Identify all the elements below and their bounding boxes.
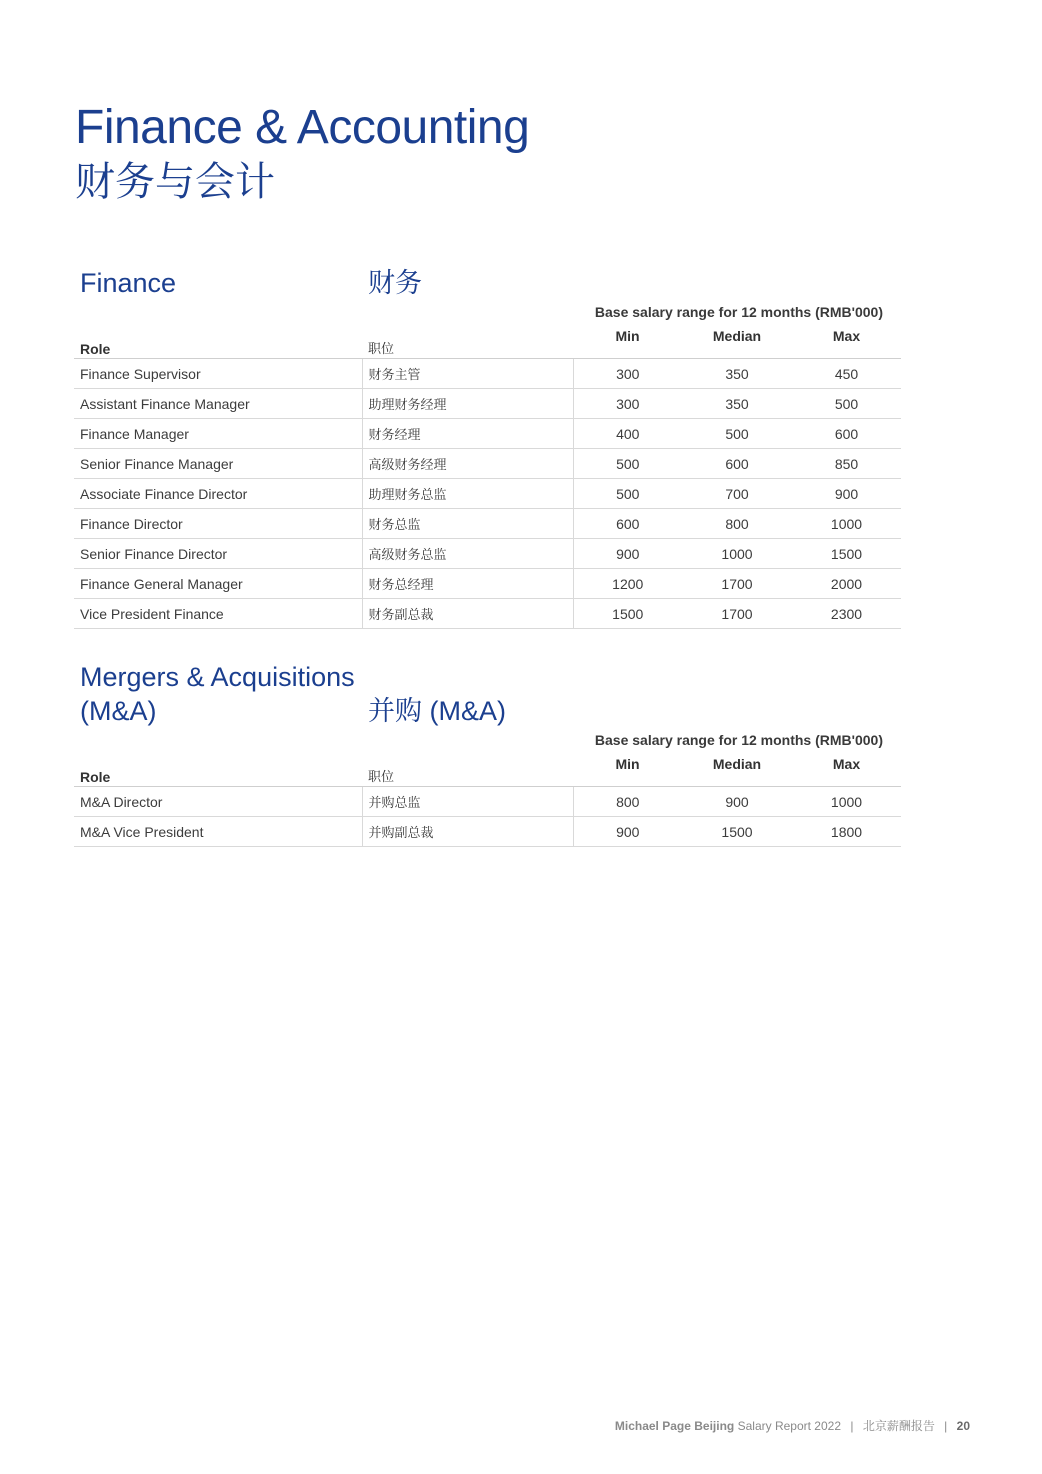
role-cell: Vice President Finance [74, 599, 362, 629]
table-row [74, 419, 901, 449]
min-cell: 900 [573, 539, 682, 569]
column-header-min: Min [573, 328, 682, 359]
table-header-row [74, 328, 901, 359]
median-cell: 1500 [682, 817, 792, 847]
finance-table-body [74, 359, 901, 629]
table-row [74, 569, 901, 599]
max-cell: 2000 [792, 569, 901, 599]
page-title [75, 100, 529, 208]
role-cell: Finance Supervisor [74, 359, 362, 389]
min-cell: 1500 [573, 599, 682, 629]
role-cell: Assistant Finance Manager [74, 389, 362, 419]
table-header-row [74, 756, 901, 787]
max-cell: 1500 [792, 539, 901, 569]
min-cell: 600 [573, 509, 682, 539]
page-title-zh: 财务与会计 [75, 159, 275, 205]
median-cell: 700 [682, 479, 792, 509]
table-row [74, 479, 901, 509]
page-title-en: Finance & Accounting [75, 101, 530, 154]
max-cell: 450 [792, 359, 901, 389]
column-header-role: Role [74, 756, 362, 787]
position-cell: 并购副总裁 [362, 817, 573, 847]
position-cell: 助理财务总监 [362, 479, 573, 509]
ma-heading-en [80, 660, 355, 728]
ma-heading-en-line1: Mergers & Acquisitions [80, 662, 355, 692]
finance-range-title: Base salary range for 12 months (RMB'000) [594, 304, 883, 320]
position-cell: 财务经理 [362, 419, 573, 449]
min-cell: 300 [573, 389, 682, 419]
position-cell: 助理财务经理 [362, 389, 573, 419]
ma-heading-en-line2: (M&A) [80, 696, 157, 726]
table-row [74, 539, 901, 569]
finance-heading-zh: 财务 [368, 268, 422, 298]
footer-brand: Michael Page Beijing [614, 1419, 735, 1433]
footer-separator: | [944, 1419, 948, 1433]
footer-report-zh: 北京薪酬报告 [862, 1419, 935, 1433]
column-header-median: Median [682, 328, 792, 359]
footer-separator: | [850, 1419, 854, 1433]
role-cell: Senior Finance Director [74, 539, 362, 569]
ma-salary-table [74, 756, 901, 847]
role-cell: Senior Finance Manager [74, 449, 362, 479]
max-cell: 850 [792, 449, 901, 479]
column-header-position: 职位 [362, 756, 573, 787]
table-row [74, 449, 901, 479]
position-cell: 财务主管 [362, 359, 573, 389]
median-cell: 600 [682, 449, 792, 479]
min-cell: 500 [573, 479, 682, 509]
column-header-min: Min [573, 756, 682, 787]
position-cell: 财务总监 [362, 509, 573, 539]
position-cell: 财务总经理 [362, 569, 573, 599]
position-cell: 财务副总裁 [362, 599, 573, 629]
finance-heading-en: Finance [80, 268, 177, 298]
role-cell: M&A Director [74, 787, 362, 817]
median-cell: 1700 [682, 569, 792, 599]
footer-report: Salary Report 2022 [737, 1419, 841, 1433]
max-cell: 2300 [792, 599, 901, 629]
ma-section [74, 660, 901, 841]
median-cell: 1700 [682, 599, 792, 629]
max-cell: 1000 [792, 509, 901, 539]
role-cell: M&A Vice President [74, 817, 362, 847]
role-cell: Associate Finance Director [74, 479, 362, 509]
min-cell: 900 [573, 817, 682, 847]
min-cell: 1200 [573, 569, 682, 599]
ma-range-title: Base salary range for 12 months (RMB'000) [594, 732, 883, 748]
max-cell: 600 [792, 419, 901, 449]
column-header-median: Median [682, 756, 792, 787]
median-cell: 800 [682, 509, 792, 539]
median-cell: 350 [682, 389, 792, 419]
min-cell: 500 [573, 449, 682, 479]
min-cell: 300 [573, 359, 682, 389]
role-cell: Finance General Manager [74, 569, 362, 599]
max-cell: 900 [792, 479, 901, 509]
finance-section [74, 266, 901, 623]
ma-heading-zh: 并购 (M&A) [368, 696, 506, 726]
table-row [74, 599, 901, 629]
max-cell: 1000 [792, 787, 901, 817]
ma-heading [74, 660, 901, 728]
position-cell: 高级财务经理 [362, 449, 573, 479]
column-header-role: Role [74, 328, 362, 359]
max-cell: 1800 [792, 817, 901, 847]
position-cell: 高级财务总监 [362, 539, 573, 569]
table-row [74, 787, 901, 817]
median-cell: 350 [682, 359, 792, 389]
table-row [74, 817, 901, 847]
page-number: 20 [956, 1419, 970, 1433]
median-cell: 1000 [682, 539, 792, 569]
ma-table-body [74, 787, 901, 847]
min-cell: 800 [573, 787, 682, 817]
column-header-position: 职位 [362, 328, 573, 359]
table-row [74, 509, 901, 539]
median-cell: 900 [682, 787, 792, 817]
role-cell: Finance Director [74, 509, 362, 539]
page-footer [615, 1417, 970, 1434]
column-header-max: Max [792, 328, 901, 359]
table-row [74, 359, 901, 389]
min-cell: 400 [573, 419, 682, 449]
role-cell: Finance Manager [74, 419, 362, 449]
max-cell: 500 [792, 389, 901, 419]
position-cell: 并购总监 [362, 787, 573, 817]
column-header-max: Max [792, 756, 901, 787]
finance-salary-table [74, 328, 901, 629]
finance-heading [74, 266, 901, 300]
median-cell: 500 [682, 419, 792, 449]
table-row [74, 389, 901, 419]
